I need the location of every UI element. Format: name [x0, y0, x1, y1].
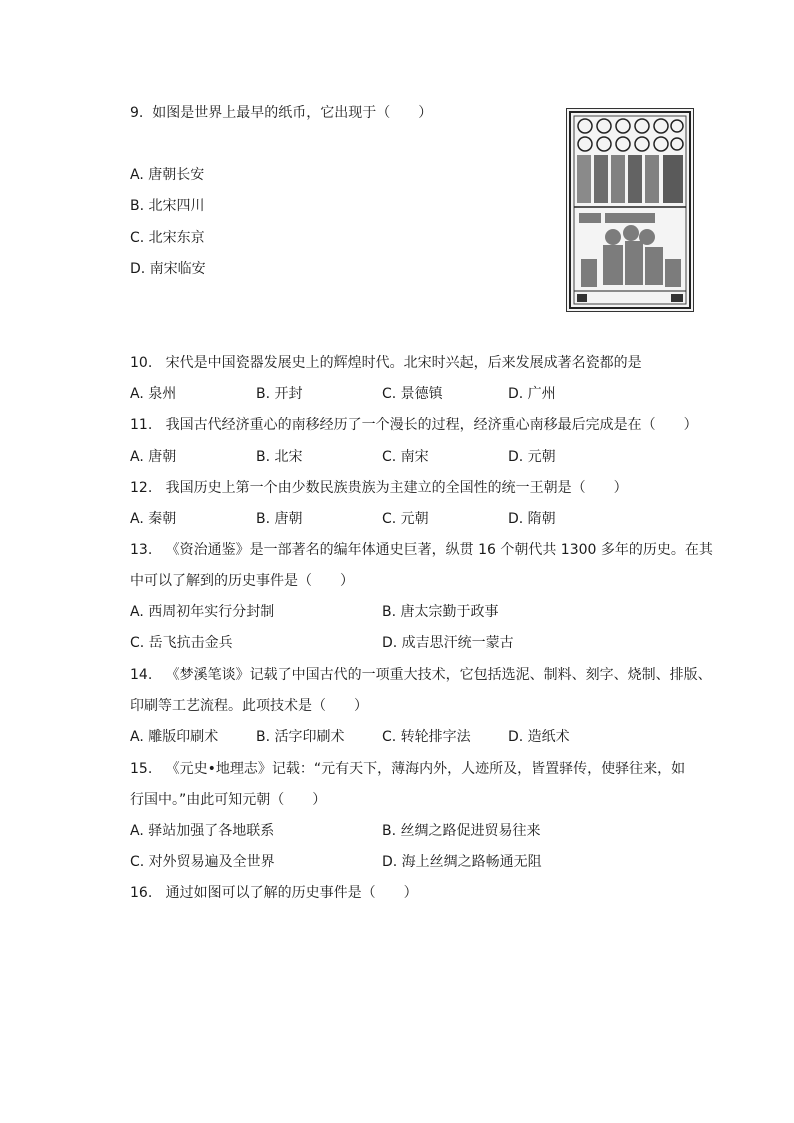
option-c[interactable]: C. 元朝 — [382, 511, 429, 527]
option-c[interactable]: C. 南宋 — [382, 449, 429, 465]
question-10 — [130, 353, 642, 373]
option-c[interactable]: C. 北宋东京 — [130, 230, 205, 246]
question-9 — [130, 103, 432, 123]
question-number: 12. — [130, 480, 153, 496]
question-number: 11. — [130, 417, 153, 433]
option-c[interactable]: C. 景德镇 — [382, 386, 443, 402]
option-a[interactable]: A. 秦朝 — [130, 511, 177, 527]
question-number: 9. — [130, 105, 144, 121]
option-a[interactable]: A. 唐朝长安 — [130, 167, 205, 183]
option-d[interactable]: D. 广州 — [508, 386, 556, 402]
question-text: 我国历史上第一个由少数民族贵族为主建立的全国性的统一王朝是（ ） — [165, 480, 628, 496]
option-d[interactable]: D. 隋朝 — [508, 511, 556, 527]
question-15 — [130, 759, 685, 779]
option-a[interactable]: A. 唐朝 — [130, 449, 177, 465]
option-d[interactable]: D. 元朝 — [508, 449, 556, 465]
option-d[interactable]: D. 造纸术 — [508, 729, 570, 745]
question-number: 13. — [130, 542, 153, 558]
jiaozi-paper-money-image — [566, 108, 694, 312]
option-c[interactable]: C. 转轮排字法 — [382, 729, 471, 745]
question-text: 我国古代经济重心的南移经历了一个漫长的过程，经济重心南移最后完成是在（ ） — [165, 417, 698, 433]
option-a[interactable]: A. 驿站加强了各地联系 — [130, 823, 275, 839]
option-a[interactable]: A. 雕版印刷术 — [130, 729, 219, 745]
option-d[interactable]: D. 南宋临安 — [130, 261, 206, 277]
option-b[interactable]: B. 唐朝 — [256, 511, 303, 527]
question-14-continued: 印刷等工艺流程。此项技术是（ ） — [130, 698, 368, 714]
question-number: 10. — [130, 355, 153, 371]
option-b[interactable]: B. 北宋 — [256, 449, 303, 465]
question-text: 《梦溪笔谈》记载了中国古代的一项重大技术，它包括选泥、制料、刻字、烧制、排版、 — [165, 667, 712, 683]
question-text: 《资治通鉴》是一部著名的编年体通史巨著，纵贯 16 个朝代共 1300 多年的历史。在其 — [165, 542, 713, 558]
option-c[interactable]: C. 岳飞抗击金兵 — [130, 635, 233, 651]
option-b[interactable]: B. 北宋四川 — [130, 198, 205, 214]
option-a[interactable]: A. 泉州 — [130, 386, 177, 402]
option-a[interactable]: A. 西周初年实行分封制 — [130, 604, 275, 620]
option-b[interactable]: B. 活字印刷术 — [256, 729, 345, 745]
question-text: 通过如图可以了解的历史事件是（ ） — [165, 885, 418, 901]
question-13 — [130, 540, 713, 560]
question-15-continued: 行国中。”由此可知元朝（ ） — [130, 792, 327, 808]
option-c[interactable]: C. 对外贸易遍及全世界 — [130, 854, 275, 870]
question-14 — [130, 665, 712, 685]
question-text: 《元史•地理志》记载：“元有天下，薄海内外，人迹所及，皆置驿传，使驿往来，如 — [165, 761, 686, 777]
question-number: 15. — [130, 761, 153, 777]
question-16 — [130, 883, 418, 903]
question-text: 宋代是中国瓷器发展史上的辉煌时代。北宋时兴起，后来发展成著名瓷都的是 — [165, 355, 642, 371]
question-number: 16. — [130, 885, 153, 901]
option-b[interactable]: B. 开封 — [256, 386, 303, 402]
question-11 — [130, 415, 698, 435]
option-d[interactable]: D. 海上丝绸之路畅通无阻 — [382, 854, 542, 870]
option-b[interactable]: B. 唐太宗勤于政事 — [382, 604, 499, 620]
question-13-continued: 中可以了解到的历史事件是（ ） — [130, 573, 354, 589]
option-d[interactable]: D. 成吉思汗统一蒙古 — [382, 635, 514, 651]
question-12 — [130, 478, 628, 498]
question-number: 14. — [130, 667, 153, 683]
option-b[interactable]: B. 丝绸之路促进贸易往来 — [382, 823, 541, 839]
question-text: 如图是世界上最早的纸币，它出现于（ ） — [152, 105, 433, 121]
